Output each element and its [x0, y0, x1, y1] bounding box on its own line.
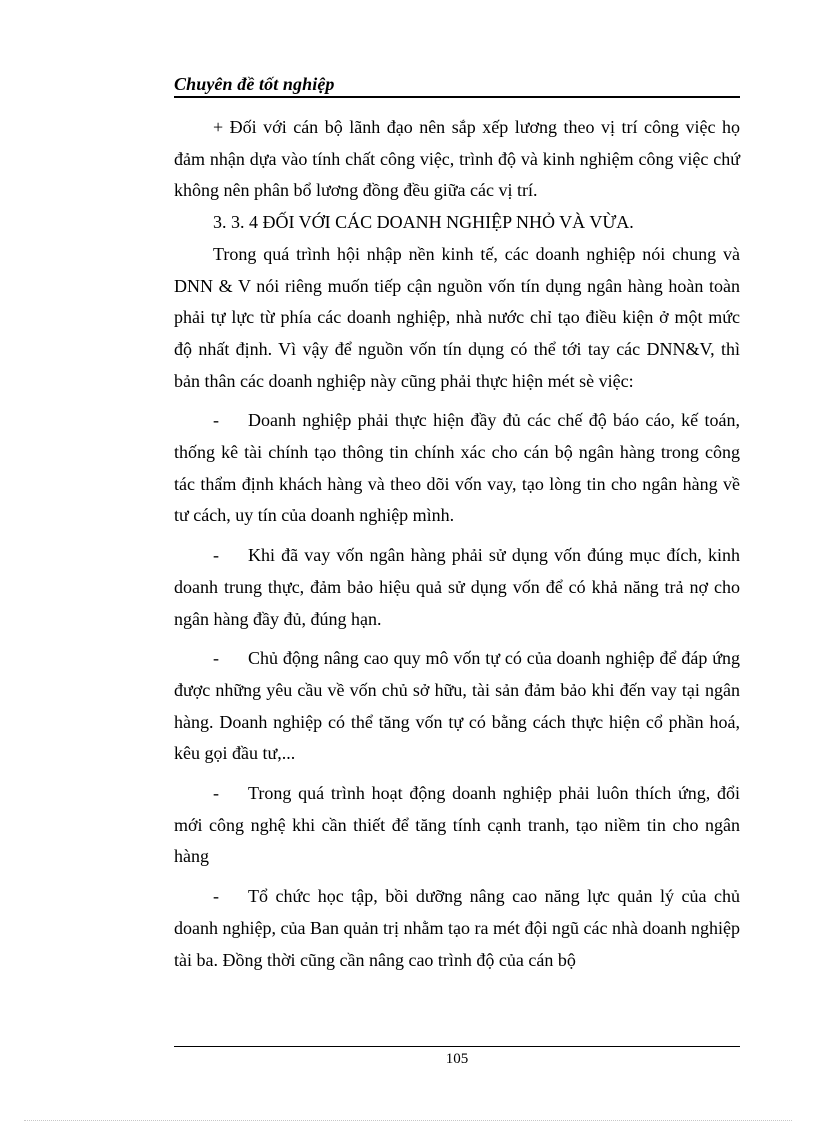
bullet-dash: -	[213, 886, 219, 907]
list-item	[174, 778, 740, 873]
bullet-dash: -	[213, 783, 219, 804]
list-item	[174, 540, 740, 635]
footer-divider	[174, 1046, 740, 1047]
list-item-text: Doanh nghiệp phải thực hiện đầy đủ các chế độ báo cáo, kế toán, thống kê tài chính tạo thông tin chính xác cho cán bộ ngân hàng trong công tác thẩm định khách hàng và theo dõi vốn vay, tạo lòng tin cho ngân hàng về tư cách, uy tín của doanh nghiệp mình.	[174, 410, 740, 526]
page-header	[174, 70, 740, 98]
list-item	[174, 881, 740, 976]
bullet-dash: -	[213, 410, 219, 431]
header-title: Chuyên đề tốt nghiệp	[174, 74, 335, 94]
document-body	[174, 112, 740, 976]
list-item	[174, 643, 740, 770]
list-item	[174, 405, 740, 532]
paragraph-intro: Trong quá trình hội nhập nền kinh tế, các doanh nghiệp nói chung và DNN & V nói riêng muốn tiếp cận nguồn vốn tín dụng ngân hàng hoàn toàn phải tự lực từ phía các doanh nghiệp, nhà nước chỉ tạo điều kiện ở một mức độ nhất định. Vì vậy để nguồn vốn tín dụng có thể tới tay các DNN&V, thì bản thân các doanh nghiệp này cũng phải thực hiện mét sè việc:	[174, 243, 740, 391]
list-item-text: Trong quá trình hoạt động doanh nghiệp phải luôn thích ứng, đổi mới công nghệ khi cần thiết để tăng tính cạnh tranh, tạo niềm tin cho ngân hàng	[174, 783, 740, 867]
page-edge-divider	[24, 1120, 792, 1121]
bullet-dash: -	[213, 545, 219, 566]
section-heading: 3. 3. 4 ĐỐI VỚI CÁC DOANH NGHIỆP NHỎ VÀ VỪA.	[213, 212, 634, 233]
list-item-text: Khi đã vay vốn ngân hàng phải sử dụng vốn đúng mục đích, kinh doanh trung thực, đảm bảo hiệu quả sử dụng vốn để có khả năng trả nợ cho ngân hàng đầy đủ, đúng hạn.	[174, 545, 740, 629]
bullet-dash: -	[213, 648, 219, 669]
list-item-text: Tổ chức học tập, bồi dưỡng nâng cao năng lực quản lý của chủ doanh nghiệp, của Ban quản trị nhằm tạo ra mét đội ngũ các nhà doanh nghiệp tài ba. Đồng thời cũng cần nâng cao trình độ của cán bộ	[174, 886, 740, 970]
paragraph-salary: + Đối với cán bộ lãnh đạo nên sắp xếp lương theo vị trí công việc họ đảm nhận dựa vào tính chất công việc, trình độ và kinh nghiệm công việc chứ không nên phân bổ lương đồng đều giữa các vị trí.	[174, 117, 740, 201]
list-item-text: Chủ động nâng cao quy mô vốn tự có của doanh nghiệp để đáp ứng được những yêu cầu về vốn chủ sở hữu, tài sản đảm bảo khi đến vay tại ngân hàng. Doanh nghiệp có thể tăng vốn tự có bằng cách thực hiện cổ phần hoá, kêu gọi đầu tư,...	[174, 648, 740, 764]
page-number: 105	[445, 1051, 469, 1067]
